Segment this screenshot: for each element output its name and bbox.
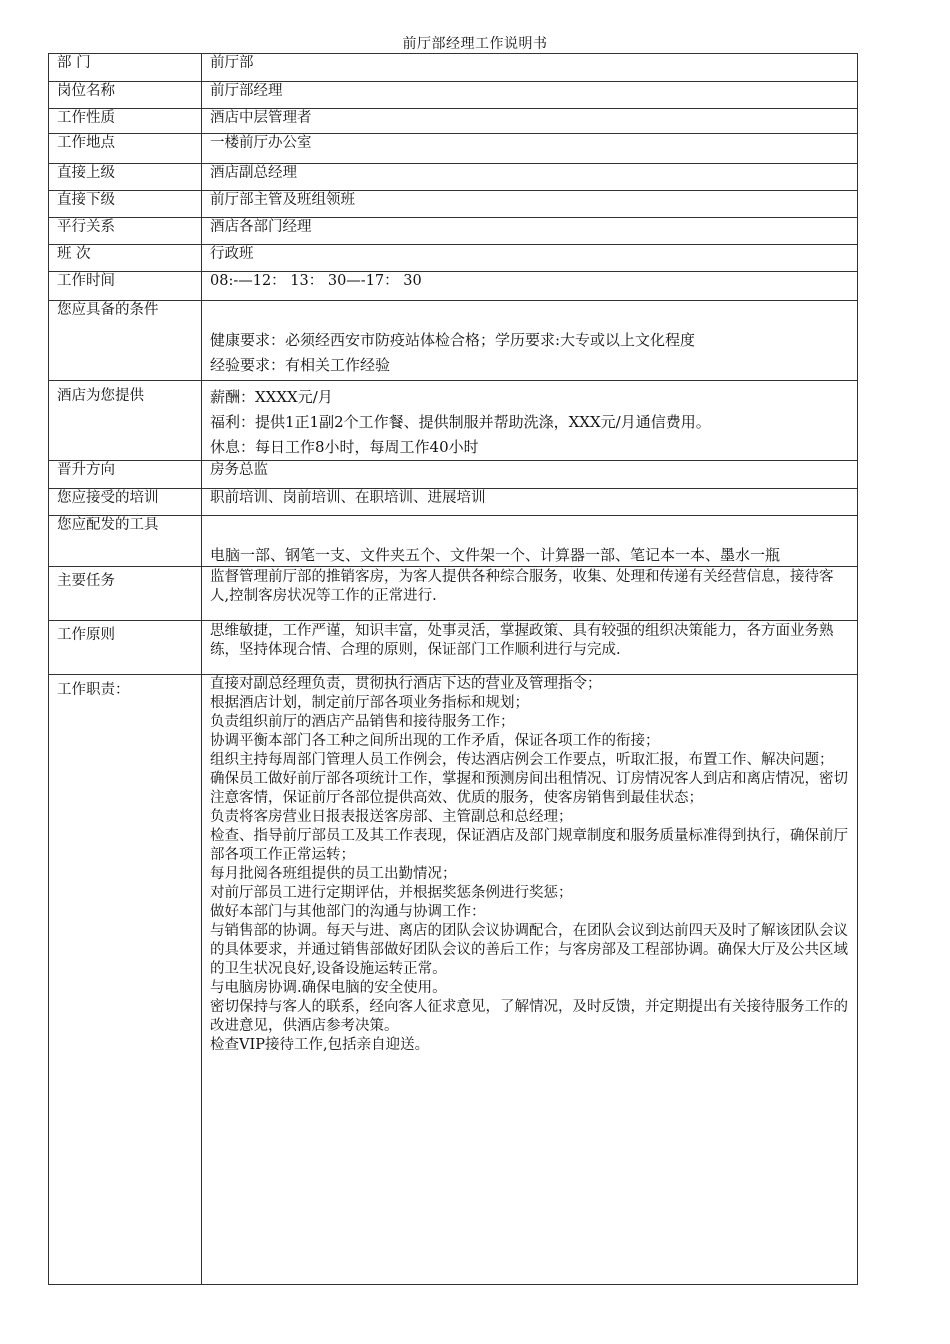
label-shift: 班 次 xyxy=(49,245,202,272)
row-parallel xyxy=(49,218,858,245)
label-superior: 直接上级 xyxy=(49,164,202,191)
value-nature: 酒店中层管理者 xyxy=(202,109,858,134)
row-nature xyxy=(49,109,858,134)
label-position: 岗位名称 xyxy=(49,82,202,109)
value-parallel: 酒店各部门经理 xyxy=(202,218,858,245)
duty-item: 确保员工做好前厅部各项统计工作，掌握和预测房间出租情况、订房情况客人到店和离店情况，密切注意客情，保证前厅各部位提供高效、优质的服务，使客房销售到最佳状态； xyxy=(210,771,848,806)
label-tools: 您应配发的工具 xyxy=(49,516,202,567)
duties-list xyxy=(202,675,858,1285)
duty-item: 直接对副总经理负责，贯彻执行酒店下达的营业及管理指令； xyxy=(210,676,602,692)
row-tools xyxy=(49,516,858,567)
duty-item: 组织主持每周部门管理人员工作例会，传达酒店例会工作要点，听取汇报，布置工作、解决问题； xyxy=(210,752,834,768)
value-position: 前厅部经理 xyxy=(202,82,858,109)
provide-line: 薪酬：XXXX元/月 xyxy=(210,388,333,406)
duty-item: 检查VIP接待工作,包括亲自迎送。 xyxy=(210,1037,430,1053)
value-provide xyxy=(202,381,858,461)
label-training: 您应接受的培训 xyxy=(49,489,202,516)
label-subordinate: 直接下级 xyxy=(49,191,202,218)
provide-line: 福利：提供1正1副2个工作餐、提供制服并帮助洗涤，XXX元/月通信费用。 xyxy=(210,413,711,431)
label-hours: 工作时间 xyxy=(49,272,202,301)
value-subordinate: 前厅部主管及班组领班 xyxy=(202,191,858,218)
value-principles: 思维敏捷，工作严谨，知识丰富，处事灵活，掌握政策、具有较强的组织决策能力，各方面业务熟练，坚持体现合情、合理的原则，保证部门工作顺利进行与完成. xyxy=(202,621,858,675)
duty-item: 对前厅部员工进行定期评估，并根据奖惩条例进行奖惩； xyxy=(210,885,573,901)
label-location: 工作地点 xyxy=(49,134,202,164)
row-location xyxy=(49,134,858,164)
label-principles: 工作原则 xyxy=(49,621,202,675)
label-provide: 酒店为您提供 xyxy=(49,381,202,461)
label-parallel: 平行关系 xyxy=(49,218,202,245)
value-dept: 前厅部 xyxy=(202,54,858,82)
row-provide xyxy=(49,381,858,461)
job-description-table xyxy=(48,53,858,1285)
duty-item: 做好本部门与其他部门的沟通与协调工作： xyxy=(210,904,486,920)
row-subordinate xyxy=(49,191,858,218)
label-promotion: 晋升方向 xyxy=(49,461,202,489)
document-title: 前厅部经理工作说明书 xyxy=(402,36,548,52)
value-promotion: 房务总监 xyxy=(202,461,858,489)
label-duties: 工作职责： xyxy=(49,675,202,1285)
row-principles xyxy=(49,621,858,675)
label-requirements: 您应具备的条件 xyxy=(49,301,202,381)
value-tasks: 监督管理前厅部的推销客房，为客人提供各种综合服务，收集、处理和传递有关经营信息，接待客人,控制客房状况等工作的正常进行. xyxy=(202,567,858,621)
duty-item: 协调平衡本部门各工种之间所出现的工作矛盾，保证各项工作的衔接； xyxy=(210,733,660,749)
requirements-line: 健康要求：必须经西安市防疫站体检合格；学历要求:大专或以上文化程度 xyxy=(210,331,696,349)
value-location: 一楼前厅办公室 xyxy=(202,134,858,164)
row-duties xyxy=(49,675,858,1285)
duty-item: 检查、指导前厅部员工及其工作表现，保证酒店及部门规章制度和服务质量标准得到执行，确保前厅部各项工作正常运转； xyxy=(210,828,848,863)
label-nature: 工作性质 xyxy=(49,109,202,134)
row-superior xyxy=(49,164,858,191)
value-requirements xyxy=(202,301,858,381)
value-hours: 08:-—12： 13： 30—-17： 30 xyxy=(202,272,858,301)
value-shift: 行政班 xyxy=(202,245,858,272)
row-dept xyxy=(49,54,858,82)
duty-item: 与销售部的协调。每天与进、离店的团队会议协调配合，在团队会议到达前四天及时了解该团队会议的具体要求，并通过销售部做好团队会议的善后工作；与客房部及工程部协调。确保大厅及公共区域的卫生状况良好,设备设施运转正常。 xyxy=(210,923,848,977)
requirements-line: 经验要求：有相关工作经验 xyxy=(210,356,391,374)
duty-item: 负责将客房营业日报表报送客房部、主管副总和总经理； xyxy=(210,809,573,825)
value-training: 职前培训、岗前培训、在职培训、进展培训 xyxy=(202,489,858,516)
row-hours xyxy=(49,272,858,301)
row-training xyxy=(49,489,858,516)
row-tasks xyxy=(49,567,858,621)
duty-item: 负责组织前厅的酒店产品销售和接待服务工作； xyxy=(210,714,515,730)
provide-line: 休息：每日工作8小时，每周工作40小时 xyxy=(210,438,479,456)
row-promotion xyxy=(49,461,858,489)
row-requirements xyxy=(49,301,858,381)
value-tools: 电脑一部、钢笔一支、文件夹五个、文件架一个、计算器一部、笔记本一本、墨水一瓶 xyxy=(202,516,858,567)
duty-item: 每月批阅各班组提供的员工出勤情况； xyxy=(210,866,457,882)
row-shift xyxy=(49,245,858,272)
row-position xyxy=(49,82,858,109)
value-superior: 酒店副总经理 xyxy=(202,164,858,191)
duty-item: 根据酒店计划，制定前厅部各项业务指标和规划； xyxy=(210,695,529,711)
label-dept: 部 门 xyxy=(49,54,202,82)
label-tasks: 主要任务 xyxy=(49,567,202,621)
duty-item: 密切保持与客人的联系，经向客人征求意见，了解情况，及时反馈，并定期提出有关接待服务工作的改进意见，供酒店参考决策。 xyxy=(210,999,848,1034)
duty-item: 与电脑房协调.确保电脑的安全使用。 xyxy=(210,980,447,996)
